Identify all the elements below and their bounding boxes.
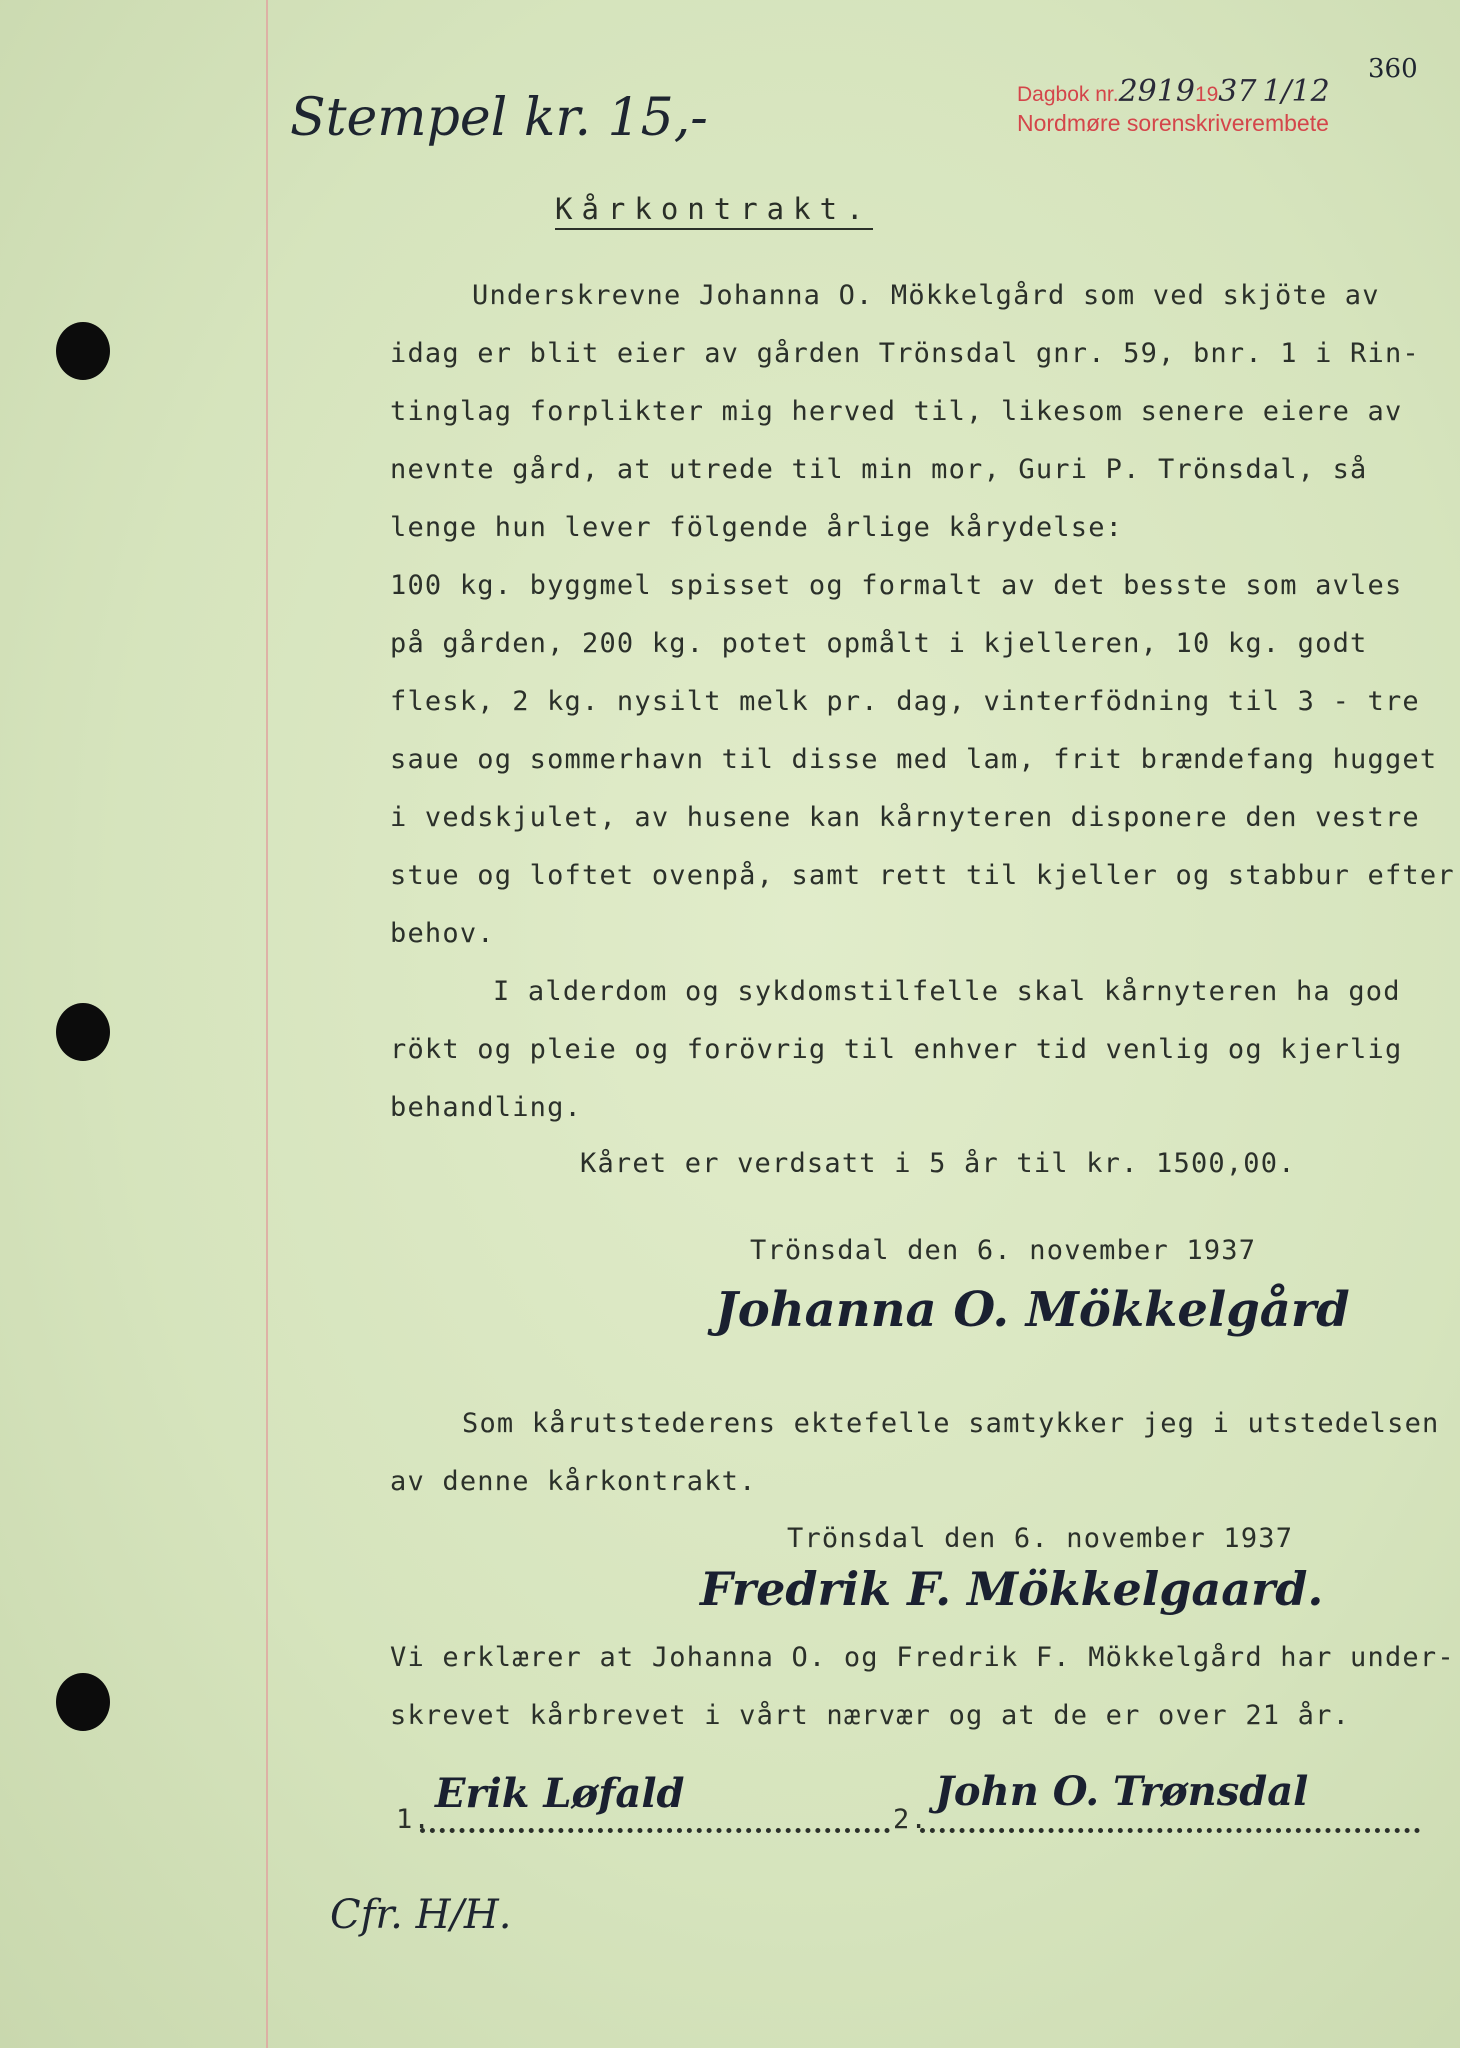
body-line-9: saue og sommerhavn til disse med lam, frit brændefang hugget: [390, 744, 1438, 775]
consent-line-1: Som kårutstederens ektefelle samtykker jeg i utstedelsen: [462, 1408, 1440, 1439]
body-line-5: lenge hun lever fölgende årlige kårydelse:: [390, 512, 1124, 543]
witness-line-2: skrevet kårbrevet i vårt nærvær og at de er over 21 år.: [390, 1700, 1351, 1731]
body-line-10: i vedskjulet, av husene kan kårnyteren disponere den vestre: [390, 802, 1420, 833]
witness-2-index: 2.: [893, 1804, 928, 1835]
witness-1-signature: Erik Løfald: [435, 1770, 685, 1817]
witness-2-signature-line: [920, 1824, 1420, 1833]
registry-stamp-line1: [1017, 74, 1330, 109]
signature-fredrik: Fredrik F. Mökkelgaard.: [700, 1562, 1324, 1616]
punch-hole-bottom: [56, 1673, 110, 1731]
registry-stamp-prefix: Dagbok nr.: [1017, 83, 1119, 106]
signature-johanna: Johanna O. Mökkelgård: [715, 1282, 1350, 1338]
body-line-1: Underskrevne Johanna O. Mökkelgård som ved skjöte av: [472, 280, 1380, 311]
registry-stamp-office: Nordmøre sorenskriverembete: [1017, 110, 1329, 136]
witness-1-signature-line: [420, 1824, 890, 1833]
date-place-2: Trönsdal den 6. november 1937: [787, 1523, 1294, 1554]
body-line-2: idag er blit eier av gården Trönsdal gnr. 59, bnr. 1 i Rin-: [390, 338, 1420, 369]
registry-year-prefix: 19: [1194, 83, 1219, 106]
handwritten-stamp-fee: Stempel kr. 15,-: [290, 88, 708, 148]
witness-2-signature: John O. Trønsdal: [935, 1768, 1309, 1815]
punch-hole-top: [56, 322, 110, 380]
body-line-4: nevnte gård, at utrede til min mor, Guri P. Trönsdal, så: [390, 454, 1368, 485]
body-line-11: stue og loftet ovenpå, samt rett til kjeller og stabbur efter: [390, 860, 1455, 891]
body-line-3: tinglag forplikter mig herved til, likesom senere eiere av: [390, 396, 1403, 427]
body-line-6: 100 kg. byggmel spisset og formalt av det besste som avles: [390, 570, 1403, 601]
margin-rule: [266, 0, 268, 2048]
body-line-8: flesk, 2 kg. nysilt melk pr. dag, vinterfödning til 3 - tre: [390, 686, 1420, 717]
archive-mark: Cfr. H/H.: [330, 1892, 512, 1938]
body-line-16: Kåret er verdsatt i 5 år til kr. 1500,00.: [580, 1148, 1296, 1179]
registry-year: 37: [1218, 74, 1257, 109]
page-number: 360: [1368, 54, 1418, 84]
document-title: Kårkontrakt.: [555, 192, 873, 230]
registry-number: 2919: [1118, 74, 1195, 109]
consent-line-2: av denne kårkontrakt.: [390, 1466, 757, 1497]
body-line-14: rökt og pleie og forövrig til enhver tid venlig og kjerlig: [390, 1034, 1403, 1065]
body-line-12: behov.: [390, 918, 495, 949]
witness-line-1: Vi erklærer at Johanna O. og Fredrik F. Mökkelgård har under-: [390, 1642, 1455, 1673]
registry-date: 1/12: [1262, 74, 1330, 109]
witness-1-index: 1.: [396, 1804, 431, 1835]
body-line-15: behandling.: [390, 1092, 583, 1123]
date-place-1: Trönsdal den 6. november 1937: [750, 1235, 1257, 1266]
body-line-13: I alderdom og sykdomstilfelle skal kårnyteren ha god: [493, 976, 1401, 1007]
punch-hole-middle: [56, 1003, 110, 1061]
body-line-7: på gården, 200 kg. potet opmålt i kjelleren, 10 kg. godt: [390, 628, 1368, 659]
